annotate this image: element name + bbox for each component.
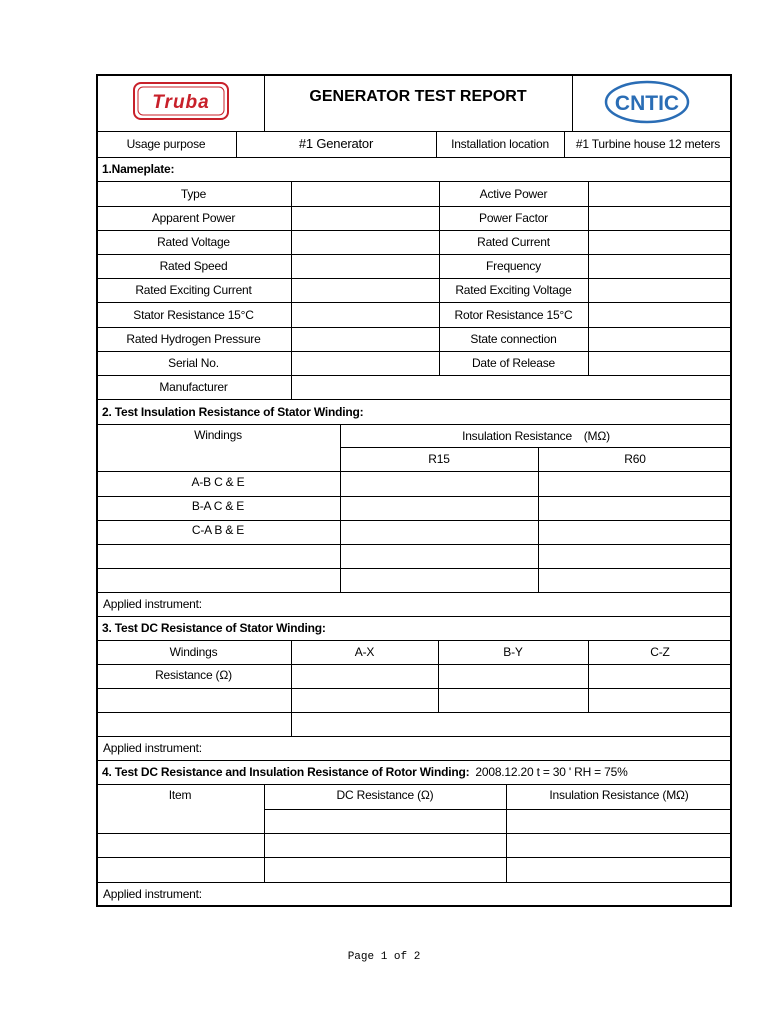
resistance-label: Resistance (Ω): [155, 668, 232, 682]
divider: [96, 688, 732, 689]
winding-row-label: C-A B & E: [191, 523, 245, 537]
nameplate-label: Rotor Resistance 15°C: [454, 307, 573, 322]
nameplate-label: Rated Speed: [159, 259, 228, 273]
windings-header: Windings: [194, 428, 242, 442]
nameplate-label: Rated Current: [477, 235, 550, 249]
divider: [291, 181, 292, 399]
section-3-title: 3. Test DC Resistance of Stator Winding:: [102, 621, 326, 635]
nameplate-label: Power Factor: [479, 211, 548, 225]
nameplate-label: Type: [180, 186, 207, 201]
usage-value: #1 Generator: [298, 135, 374, 151]
nameplate-label: State connection: [470, 332, 557, 346]
nameplate-label: Stator Resistance 15°C: [133, 307, 254, 322]
by-header: B-Y: [503, 645, 523, 659]
page-title: GENERATOR TEST REPORT: [309, 87, 527, 105]
nameplate-label: Rated Exciting Voltage: [455, 283, 572, 297]
winding-row-label: B-A C & E: [191, 499, 245, 513]
divider: [264, 809, 732, 810]
test-conditions: 2008.12.20 t = 30 ' RH = 75%: [475, 765, 628, 779]
usage-label: Usage purpose: [126, 137, 206, 151]
applied-instrument-label: Applied instrument:: [103, 886, 202, 901]
r60-header: R60: [624, 452, 646, 466]
section-2-title: 2. Test Insulation Resistance of Stator Winding:: [102, 404, 364, 419]
divider: [96, 833, 732, 834]
divider: [96, 712, 732, 713]
svg-text:CNTIC: CNTIC: [614, 92, 680, 115]
ax-header: A-X: [354, 645, 375, 659]
divider: [588, 181, 589, 375]
divider: [572, 74, 573, 131]
truba-logo: [133, 82, 229, 120]
svg-text:Truba: Truba: [152, 92, 210, 113]
location-label: Installation location: [451, 137, 549, 151]
applied-instrument-label: Applied instrument:: [103, 597, 202, 611]
test-report-form: [96, 74, 732, 907]
windings-header: Windings: [169, 645, 218, 659]
location-value: #1 Turbine house 12 meters: [575, 137, 721, 151]
nameplate-label: Date of Release: [471, 356, 556, 370]
divider: [96, 857, 732, 858]
insulation-resistance-header: Insulation Resistance (MΩ): [462, 429, 610, 443]
applied-instrument-label: Applied instrument:: [103, 741, 202, 755]
nameplate-label: Active Power: [479, 186, 548, 201]
manufacturer-label: Manufacturer: [159, 380, 228, 394]
r15-header: R15: [428, 452, 450, 466]
section-1-title: 1.Nameplate:: [102, 162, 175, 176]
section-4-title-row: [96, 760, 732, 784]
winding-row-label: A-B C & E: [191, 475, 245, 489]
nameplate-label: Apparent Power: [151, 211, 236, 225]
page-number: Page 1 of 2: [347, 951, 421, 963]
divider: [96, 544, 732, 545]
insulation-resistance-header: Insulation Resistance (MΩ): [549, 788, 689, 802]
nameplate-label: Frequency: [486, 259, 541, 273]
nameplate-label: Serial No.: [168, 356, 219, 370]
item-header: Item: [168, 788, 192, 802]
nameplate-label: Rated Hydrogen Pressure: [126, 332, 261, 346]
nameplate-label: Rated Voltage: [157, 235, 230, 249]
dc-resistance-header: DC Resistance (Ω): [336, 788, 434, 802]
section-4-title: 4. Test DC Resistance and Insulation Resistance of Rotor Winding:: [102, 765, 470, 779]
nameplate-label: Rated Exciting Current: [135, 283, 252, 297]
divider: [96, 568, 732, 569]
cntic-logo: [604, 80, 690, 124]
cz-header: C-Z: [650, 645, 670, 659]
